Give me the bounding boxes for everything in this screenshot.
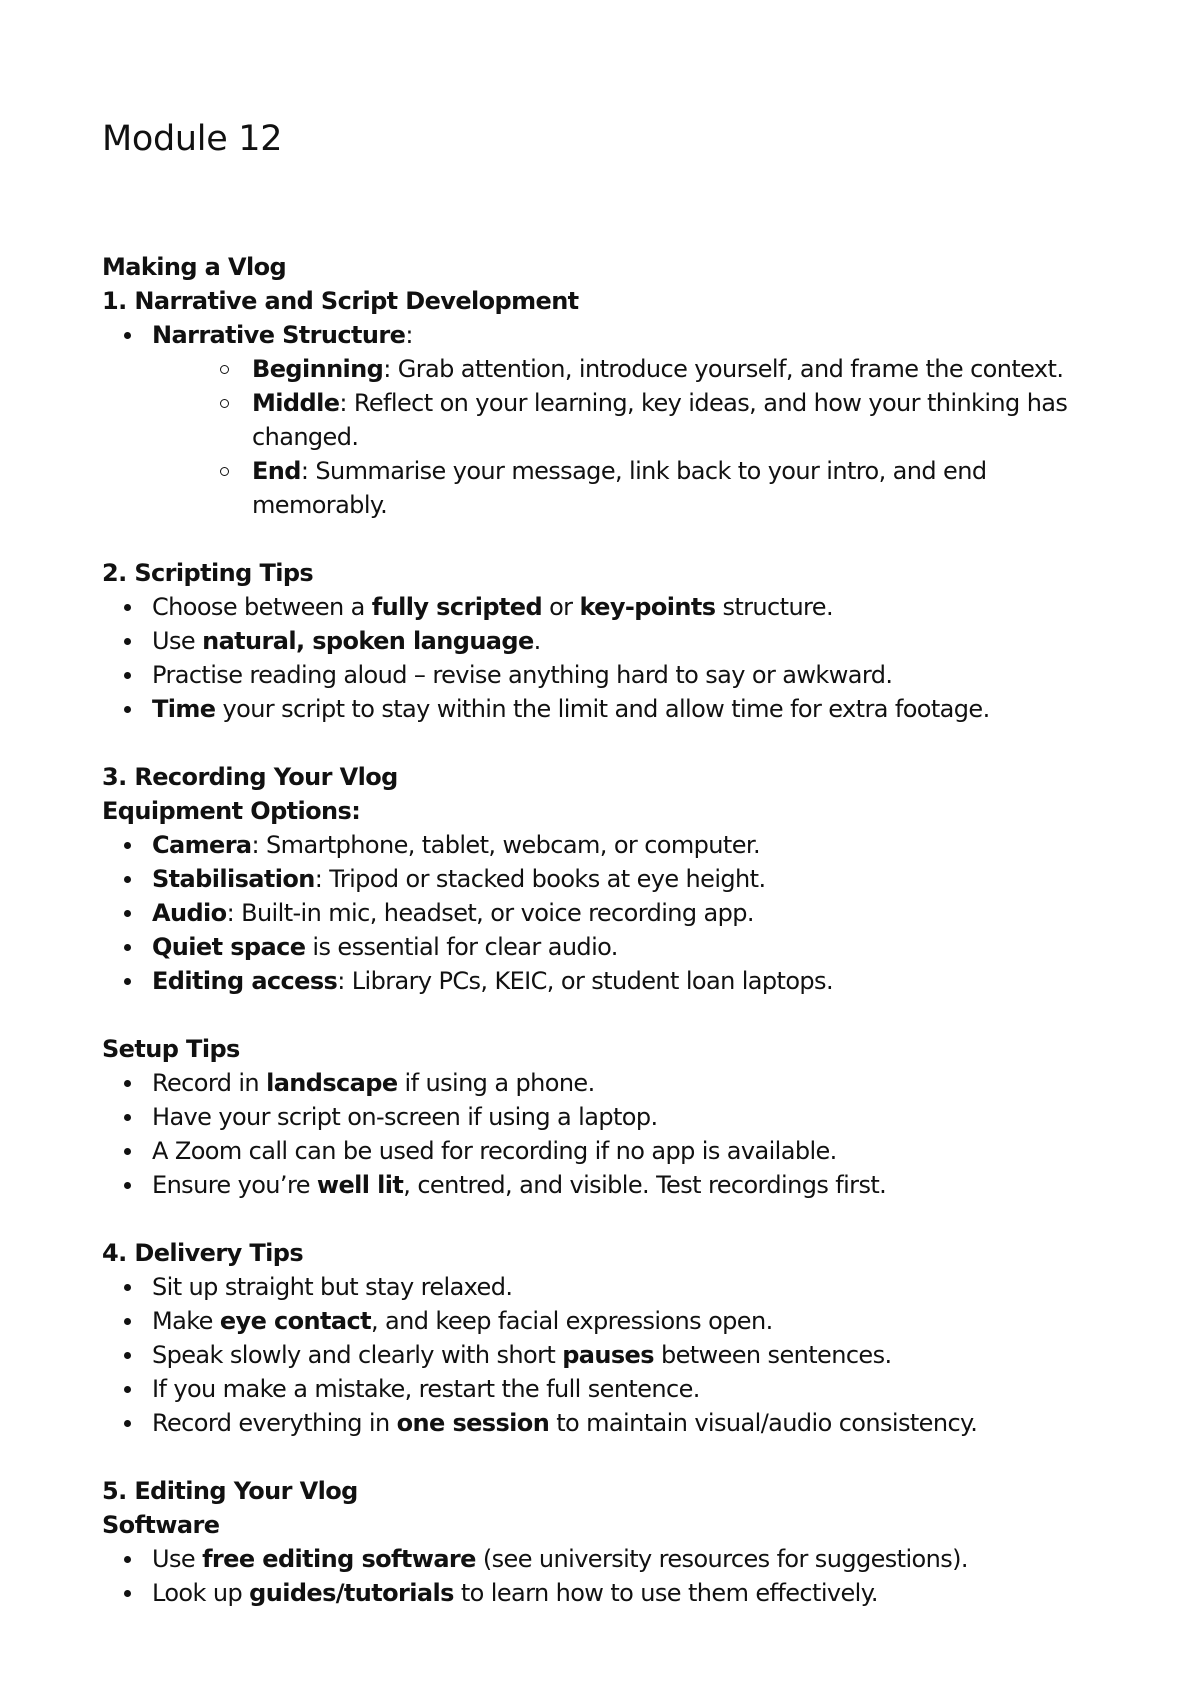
item-bold: Time (152, 695, 216, 723)
equipment-subheading: Equipment Options: (102, 797, 361, 825)
delivery-tips-list (102, 1270, 1102, 1440)
item-bold: Camera (152, 831, 252, 859)
item-bold: guides/tutorials (249, 1579, 454, 1607)
item-bold: eye contact (219, 1307, 371, 1335)
list-item (102, 896, 1102, 930)
sublist-item (152, 352, 1102, 386)
section-3-heading: 3. Recording Your Vlog (102, 763, 398, 791)
list-item (102, 1168, 1102, 1202)
item-text: your script to stay within the limit and allow time for extra footage. (215, 695, 990, 723)
item-bold: pauses (562, 1341, 654, 1369)
item-text: : (405, 321, 413, 349)
sublist-item (152, 386, 1102, 454)
item-text: Record everything in (152, 1409, 397, 1437)
setup-tips-list (102, 1066, 1102, 1202)
item-text: between sentences. (653, 1341, 892, 1369)
section-1-list (102, 318, 1102, 522)
list-item (102, 692, 1102, 726)
item-bold: natural, spoken language (202, 627, 534, 655)
software-list (102, 1542, 1102, 1610)
item-text: : Grab attention, introduce yourself, and frame the context. (383, 355, 1064, 383)
section-5-heading: 5. Editing Your Vlog (102, 1477, 358, 1505)
item-bold: Narrative Structure (152, 321, 406, 349)
section-2-heading: 2. Scripting Tips (102, 559, 314, 587)
item-bold: one session (396, 1409, 550, 1437)
list-item (102, 1406, 1102, 1440)
list-item (102, 1100, 1102, 1134)
setup-tips-heading: Setup Tips (102, 1035, 240, 1063)
main-heading: Making a Vlog (102, 253, 287, 281)
section-1-heading: 1. Narrative and Script Development (102, 287, 579, 315)
item-text: : Library PCs, KEIC, or student loan laptops. (337, 967, 833, 995)
item-text: : Built-in mic, headset, or voice recording app. (226, 899, 754, 927)
document-title: Module 12 (102, 119, 283, 159)
list-item (102, 1066, 1102, 1100)
list-item (102, 658, 1102, 692)
sublist-item (152, 454, 1102, 522)
item-text: : Tripod or stacked books at eye height. (314, 865, 766, 893)
item-text: , centred, and visible. Test recordings first. (403, 1171, 887, 1199)
item-text: : Reflect on your learning, key ideas, and how your thinking has changed. (252, 389, 1068, 451)
item-text: , and keep facial expressions open. (370, 1307, 773, 1335)
item-text: If you make a mistake, restart the full sentence. (152, 1375, 700, 1403)
spacer (102, 1202, 1102, 1236)
list-item (102, 624, 1102, 658)
equipment-list (102, 828, 1102, 998)
item-text: Practise reading aloud – revise anything hard to say or awkward. (152, 661, 893, 689)
item-text: Sit up straight but stay relaxed. (152, 1273, 513, 1301)
item-bold: End (252, 457, 301, 485)
list-item (102, 1270, 1102, 1304)
item-bold: Stabilisation (152, 865, 315, 893)
document-body (102, 250, 1102, 1610)
list-item (102, 828, 1102, 862)
item-text: : Smartphone, tablet, webcam, or computer. (251, 831, 760, 859)
item-bold: Middle (252, 389, 340, 417)
item-text: Make (152, 1307, 220, 1335)
item-text: Ensure you’re (152, 1171, 317, 1199)
item-bold: well lit (316, 1171, 404, 1199)
item-text: Use (152, 627, 203, 655)
item-text: (see university resources for suggestions). (475, 1545, 968, 1573)
list-item (102, 318, 1102, 522)
spacer (102, 998, 1102, 1032)
item-text: Choose between a (152, 593, 372, 621)
list-item (102, 1372, 1102, 1406)
spacer (102, 522, 1102, 556)
item-text: Use (152, 1545, 203, 1573)
list-item (102, 1576, 1102, 1610)
item-text: . (533, 627, 541, 655)
item-text: Record in (152, 1069, 267, 1097)
spacer (102, 726, 1102, 760)
list-item (102, 862, 1102, 896)
list-item (102, 1542, 1102, 1576)
item-text: to learn how to use them effectively. (453, 1579, 878, 1607)
item-text: Speak slowly and clearly with short (152, 1341, 563, 1369)
list-item (102, 590, 1102, 624)
section-4-heading: 4. Delivery Tips (102, 1239, 304, 1267)
spacer (102, 1440, 1102, 1474)
item-text: if using a phone. (397, 1069, 595, 1097)
software-subheading: Software (102, 1511, 220, 1539)
list-item (102, 1134, 1102, 1168)
item-bold: Quiet space (152, 933, 306, 961)
item-bold: Beginning (252, 355, 384, 383)
section-2-list (102, 590, 1102, 726)
list-item (102, 964, 1102, 998)
item-bold: key-points (579, 593, 716, 621)
item-bold: Editing access (152, 967, 338, 995)
item-text: is essential for clear audio. (305, 933, 618, 961)
narrative-structure-sublist (152, 352, 1102, 522)
item-text: A Zoom call can be used for recording if no app is available. (152, 1137, 837, 1165)
item-text: : Summarise your message, link back to your intro, and end memorably. (252, 457, 987, 519)
item-bold: fully scripted (371, 593, 543, 621)
item-text: structure. (715, 593, 833, 621)
list-item (102, 1304, 1102, 1338)
item-bold: free editing software (202, 1545, 476, 1573)
list-item (102, 930, 1102, 964)
item-text: or (542, 593, 580, 621)
item-bold: landscape (266, 1069, 398, 1097)
item-text: Look up (152, 1579, 250, 1607)
item-bold: Audio (152, 899, 227, 927)
list-item (102, 1338, 1102, 1372)
item-text: to maintain visual/audio consistency. (549, 1409, 978, 1437)
item-text: Have your script on-screen if using a laptop. (152, 1103, 658, 1131)
